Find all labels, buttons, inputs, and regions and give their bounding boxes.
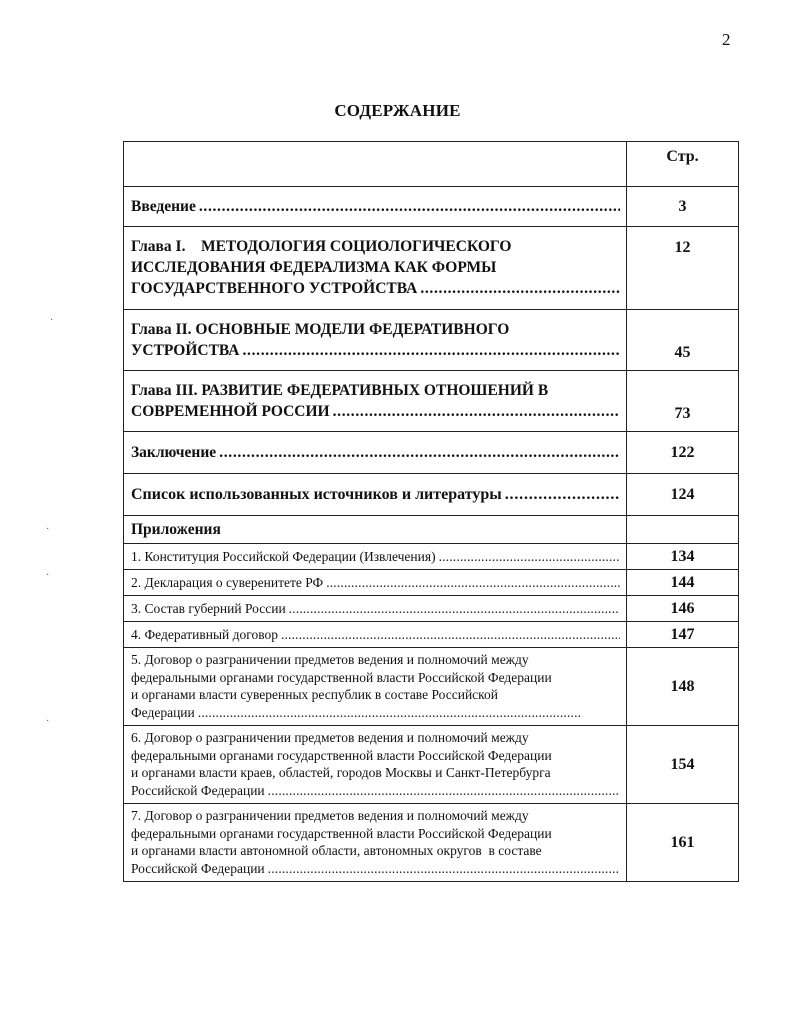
appendix-entry-title: 2. Декларация о суверенитете РФ bbox=[131, 574, 324, 590]
appendix-entry-line: федеральными органами государственной власти Российской Федерации bbox=[131, 825, 552, 841]
toc-entry-title: УСТРОЙСТВА bbox=[131, 342, 240, 359]
appendix-page-number: 147 bbox=[627, 622, 739, 648]
appendix-entry-line: федеральными органами государственной власти Российской Федерации bbox=[131, 669, 552, 685]
header-row bbox=[124, 142, 739, 187]
appendix-row bbox=[124, 804, 739, 882]
appendix-row bbox=[124, 596, 739, 622]
appendix-entry-line: 6. Договор о разграничении предметов ведения и полномочий между bbox=[131, 730, 529, 745]
toc-page-number: 45 bbox=[627, 310, 739, 371]
dot-leader bbox=[326, 574, 620, 592]
appendix-heading: Приложения bbox=[131, 521, 221, 538]
dot-leader bbox=[243, 340, 621, 361]
appendix-heading-row bbox=[124, 516, 739, 544]
toc-entry-title: ГОСУДАРСТВЕННОГО УСТРОЙСТВА bbox=[131, 280, 418, 297]
appendix-entry[interactable] bbox=[124, 804, 626, 880]
toc-entry[interactable] bbox=[124, 481, 626, 508]
dot-leader bbox=[505, 484, 620, 505]
appendix-entry[interactable] bbox=[124, 648, 626, 724]
appendix-entry[interactable] bbox=[124, 571, 626, 595]
toc-row bbox=[124, 474, 739, 516]
appendix-page-number: 134 bbox=[627, 544, 739, 570]
toc-page-number: 122 bbox=[627, 432, 739, 474]
appendix-entry[interactable] bbox=[124, 726, 626, 802]
appendix-entry-cell bbox=[124, 804, 627, 882]
dot-leader bbox=[219, 442, 620, 463]
appendix-entry-cell bbox=[124, 596, 627, 622]
toc-entry-title: Список использованных источников и литературы bbox=[131, 486, 502, 503]
toc-entry-cell bbox=[124, 474, 627, 516]
toc-entry-cell bbox=[124, 187, 627, 227]
dot-leader bbox=[198, 704, 620, 722]
appendix-entry-title: 1. Конституция Российской Федерации (Извлечения) bbox=[131, 548, 436, 564]
toc-entry-cell bbox=[124, 371, 627, 432]
appendix-entry-title: Российской Федерации bbox=[131, 860, 265, 876]
toc-page-number: 124 bbox=[627, 474, 739, 516]
appendix-entry-line: 7. Договор о разграничении предметов ведения и полномочий между bbox=[131, 808, 529, 823]
toc-entry-title: Введение bbox=[131, 198, 196, 215]
toc-entry-line: Глава I. МЕТОДОЛОГИЯ СОЦИОЛОГИЧЕСКОГО bbox=[131, 238, 512, 255]
appendix-entry-cell bbox=[124, 622, 627, 648]
page-title: СОДЕРЖАНИЕ bbox=[334, 101, 461, 120]
toc-entry-title: Заключение bbox=[131, 444, 217, 461]
appendix-row bbox=[124, 544, 739, 570]
dot-leader bbox=[420, 278, 620, 299]
toc-page-number: 12 bbox=[627, 227, 739, 310]
appendix-row bbox=[124, 570, 739, 596]
appendix-entry-title: Федерации bbox=[131, 704, 195, 720]
toc-entry-cell bbox=[124, 432, 627, 474]
appendix-entry[interactable] bbox=[124, 597, 626, 621]
appendix-row bbox=[124, 726, 739, 804]
toc-page-number: 3 bbox=[627, 187, 739, 227]
toc-page-number: 73 bbox=[627, 371, 739, 432]
toc-row bbox=[124, 371, 739, 432]
appendix-entry-title: 4. Федеративный договор bbox=[131, 626, 278, 642]
appendix-row bbox=[124, 648, 739, 726]
appendix-heading-cell bbox=[124, 516, 627, 544]
appendix-entry-cell bbox=[124, 648, 627, 726]
appendix-page-number: 144 bbox=[627, 570, 739, 596]
toc-entry-cell bbox=[124, 227, 627, 310]
appendix-page-number: 148 bbox=[627, 648, 739, 726]
toc-row bbox=[124, 310, 739, 371]
appendix-entry-line: и органами власти автономной области, автономных округов в составе bbox=[131, 843, 542, 858]
appendix-entry-cell bbox=[124, 726, 627, 804]
appendix-entry[interactable] bbox=[124, 545, 626, 569]
toc-entry[interactable] bbox=[124, 371, 626, 425]
scan-mark: · bbox=[46, 570, 50, 581]
toc-entry[interactable] bbox=[124, 439, 626, 466]
dot-leader bbox=[289, 600, 620, 618]
appendix-entry-line: 5. Договор о разграничении предметов ведения и полномочий между bbox=[131, 652, 529, 667]
toc-entry-line: Глава II. ОСНОВНЫЕ МОДЕЛИ ФЕДЕРАТИВНОГО bbox=[131, 321, 510, 338]
appendix-entry-line: федеральными органами государственной власти Российской Федерации bbox=[131, 747, 552, 763]
dot-leader bbox=[333, 401, 620, 422]
dot-leader bbox=[439, 548, 620, 566]
appendix-entry-title: 3. Состав губерний России bbox=[131, 600, 286, 616]
scan-mark: · bbox=[46, 524, 50, 535]
toc-entry-cell bbox=[124, 310, 627, 371]
page-number: 2 bbox=[722, 30, 731, 49]
toc-entry[interactable] bbox=[124, 227, 626, 302]
appendix-page-number: 161 bbox=[627, 804, 739, 882]
toc-row bbox=[124, 432, 739, 474]
toc-row bbox=[124, 227, 739, 310]
toc-entry-line: ИССЛЕДОВАНИЯ ФЕДЕРАЛИЗМА КАК ФОРМЫ bbox=[131, 259, 497, 276]
scan-mark: · bbox=[50, 315, 54, 326]
toc-entry-title: СОВРЕМЕННОЙ РОССИИ bbox=[131, 403, 330, 420]
page-column-header: Стр. bbox=[627, 142, 739, 187]
appendix-entry[interactable] bbox=[124, 623, 626, 647]
dot-leader bbox=[199, 196, 620, 217]
toc-entry[interactable] bbox=[124, 193, 626, 220]
toc-entry[interactable] bbox=[124, 310, 626, 364]
toc-entry-line: Глава III. РАЗВИТИЕ ФЕДЕРАТИВНЫХ ОТНОШЕНИЙ В bbox=[131, 382, 549, 399]
scan-mark: · bbox=[46, 716, 50, 727]
appendix-page-number: 146 bbox=[627, 596, 739, 622]
appendix-entry-title: Российской Федерации bbox=[131, 782, 265, 798]
appendix-page-number: 154 bbox=[627, 726, 739, 804]
appendix-heading-page-cell bbox=[627, 516, 739, 544]
appendix-entry-line: и органами власти суверенных республик в составе Российской bbox=[131, 687, 499, 702]
contents-table bbox=[123, 141, 739, 882]
appendix-entry-cell bbox=[124, 544, 627, 570]
dot-leader bbox=[281, 626, 620, 644]
appendix-entry-line: и органами власти краев, областей, городов Москвы и Санкт-Петербурга bbox=[131, 765, 551, 780]
header-blank-cell bbox=[124, 142, 627, 187]
toc-row bbox=[124, 187, 739, 227]
appendix-row bbox=[124, 622, 739, 648]
dot-leader bbox=[268, 782, 620, 800]
dot-leader bbox=[268, 860, 620, 878]
appendix-entry-cell bbox=[124, 570, 627, 596]
